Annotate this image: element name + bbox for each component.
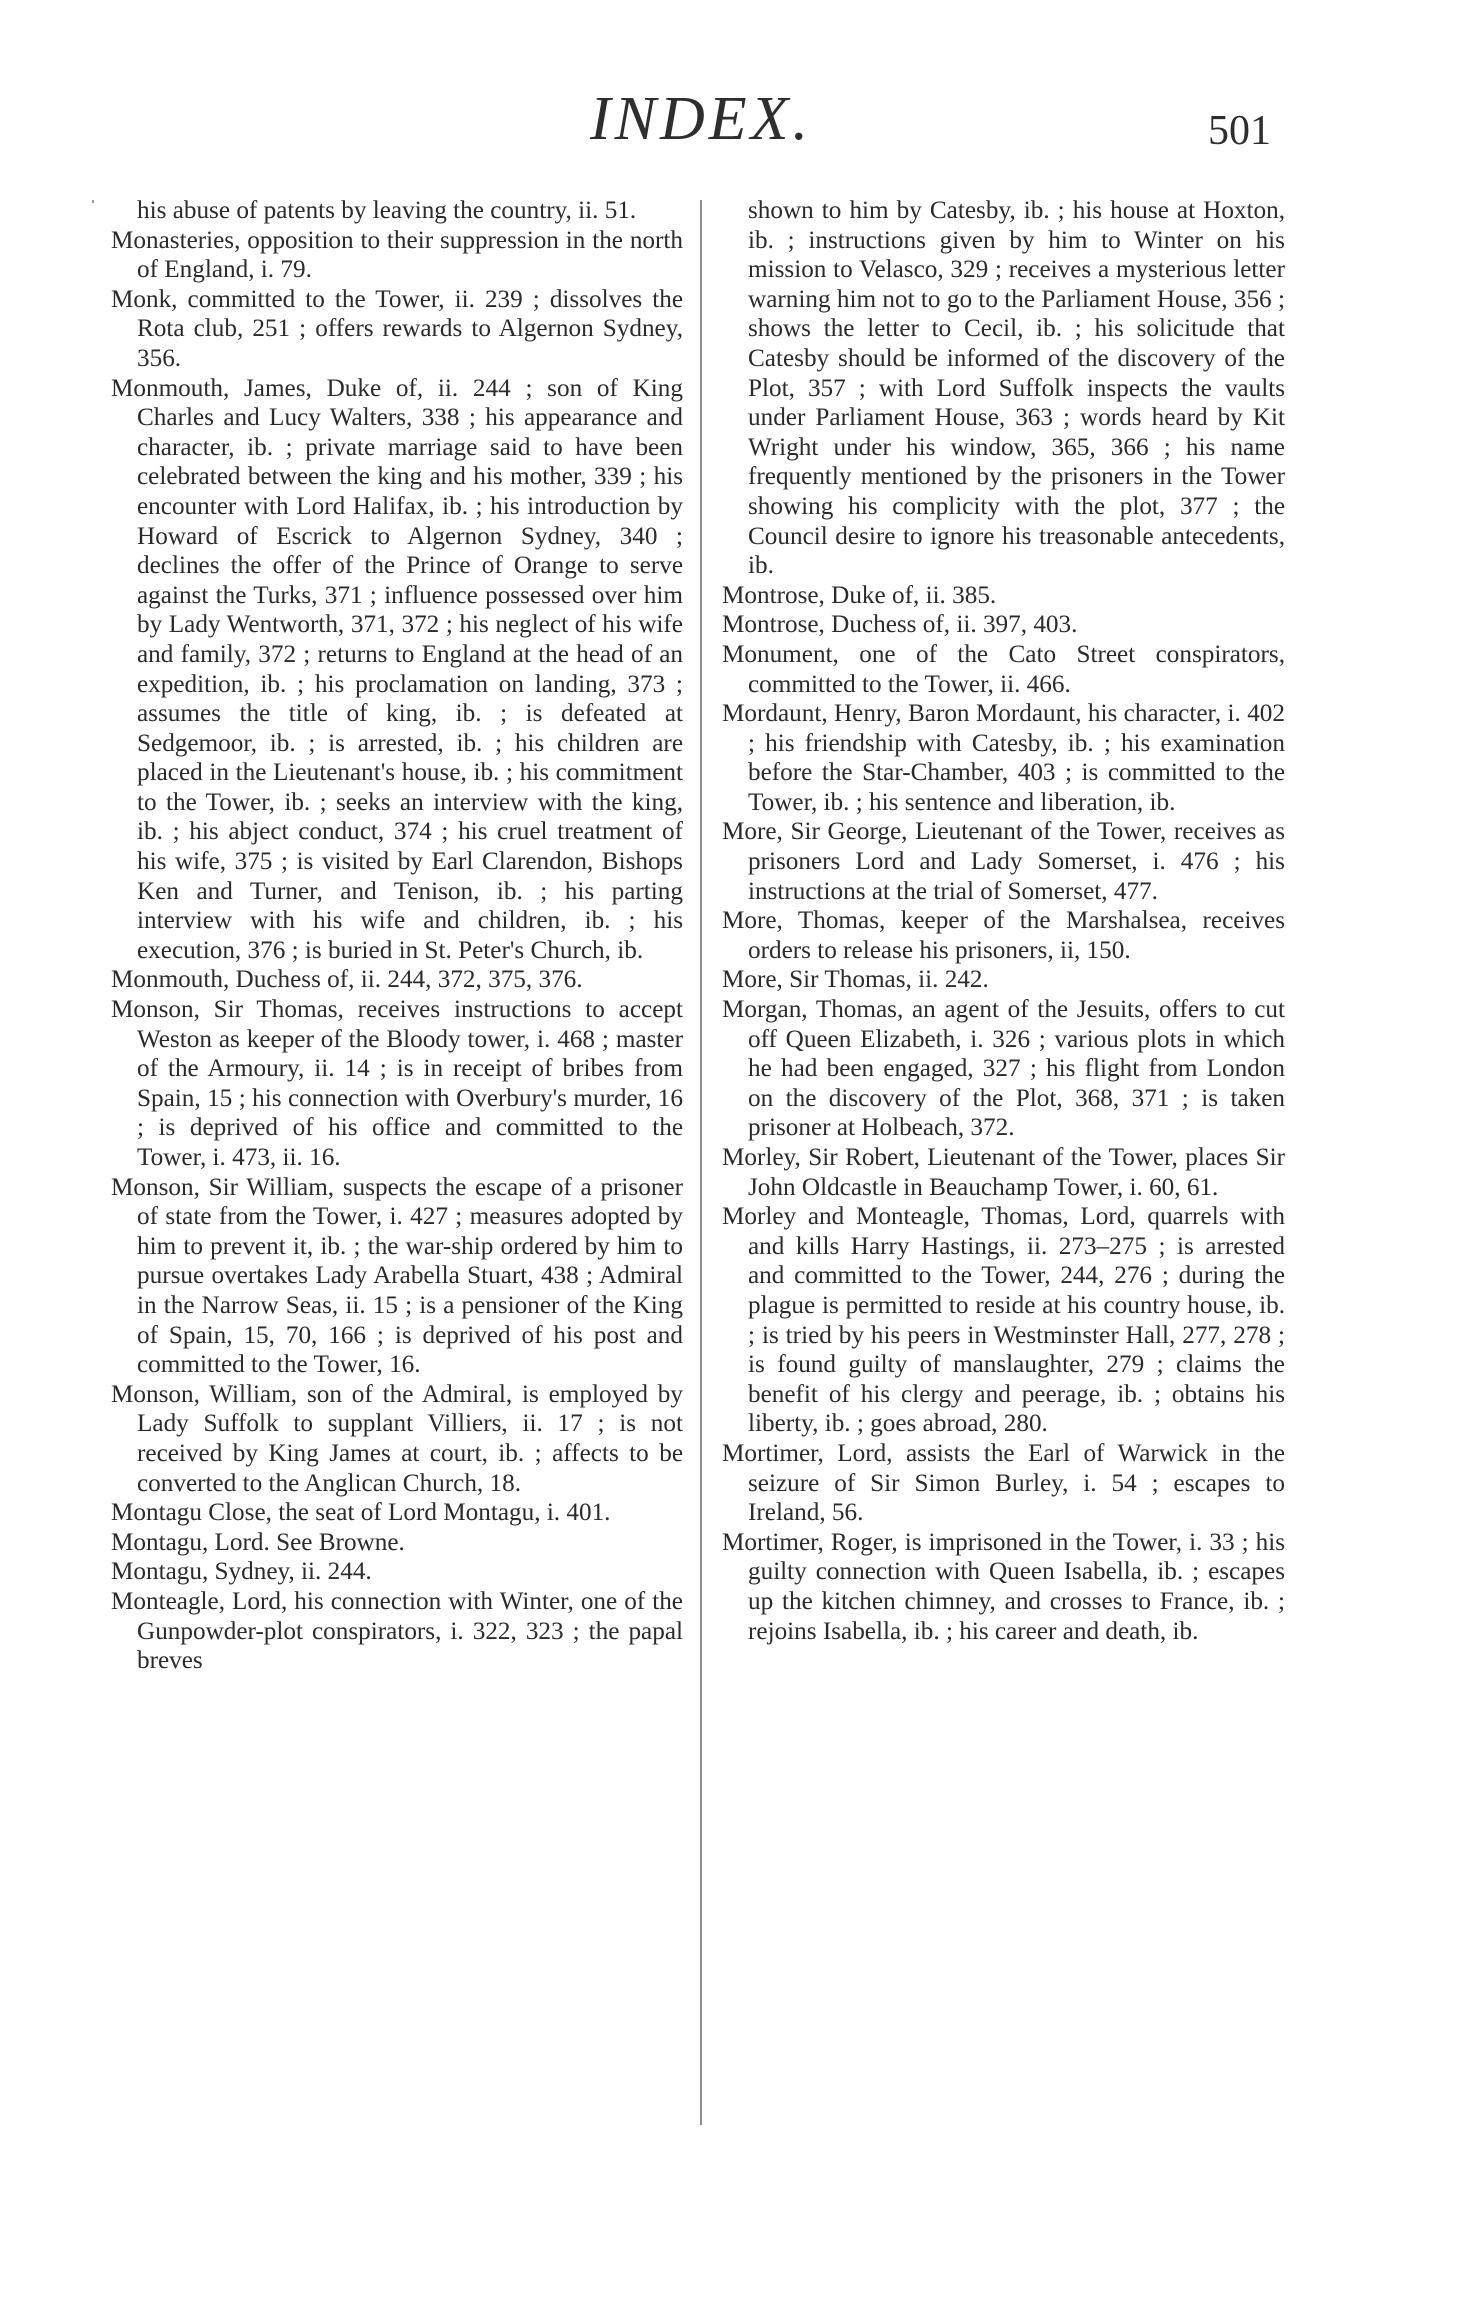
index-entry-continuation: shown to him by Catesby, ib. ; his house at Hoxton, ib. ; instructions given by him to Winter on his mission to Velasco, 329 ; receives a mysterious letter warning him not to go to the Parliament House, 356 ; shows the letter to Cecil, ib. ; his solicitude that Catesby should be informed of the discovery of the Plot, 357 ; with Lord Suffolk inspects the vaults under Parliament House, 363 ; words heard by Kit Wright under his window, 365, 366 ; his name frequently mentioned by the prisoners in the Tower showing his complicity with the plot, 377 ; the Council desire to ignore his treasonable antecedents, ib. xyxy=(748,197,1285,580)
margin-mark xyxy=(92,200,94,203)
index-entry: Mordaunt, Henry, Baron Mordaunt, his character, i. 402 ; his friendship with Catesby, ib. ; his examination before the Star-Chamber, 403 ; is committed to the Tower, ib. ; his sentence and liberation, ib. xyxy=(722,700,1285,816)
index-entry: Monson, William, son of the Admiral, is employed by Lady Suffolk to supplant Villiers, ii. 17 ; is not received by King James at court, ib. ; affects to be converted to the Anglican Church, 18. xyxy=(111,1380,683,1497)
index-entry: Monmouth, James, Duke of, ii. 244 ; son of King Charles and Lucy Walters, 338 ; his appearance and character, ib. ; private marriage said to have been celebrated between the king and his mother, 339 ; his encounter with Lord Halifax, ib. ; his introduction by Howard of Escrick to Algernon Sydney, 340 ; declines the offer of the Prince of Orange to serve against the Turks, 371 ; influence possessed over him by Lady Wentworth, 371, 372 ; his neglect of his wife and family, 372 ; returns to England at the head of an expedition, ib. ; his proclamation on landing, 373 ; assumes the title of king, ib. ; is defeated at Sedgemoor, ib. ; is arrested, ib. ; his children are placed in the Lieutenant's house, ib. ; his commitment to the Tower, ib. ; seeks an interview with the king, ib. ; his abject conduct, 374 ; his cruel treatment of his wife, 375 ; is visited by Earl Clarendon, Bishops Ken and Turner, and Tenison, ib. ; his parting interview with his wife and children, ib. ; his execution, 376 ; is buried in St. Peter's Church, ib. xyxy=(111,374,683,964)
index-entry: More, Sir Thomas, ii. 242. xyxy=(722,966,989,994)
index-column-right xyxy=(722,196,1285,1646)
index-entry: Montrose, Duke of, ii. 385. xyxy=(722,581,997,609)
index-entry: Morgan, Thomas, an agent of the Jesuits, offers to cut off Queen Elizabeth, i. 326 ; various plots in which he had been engaged, 327 ; his flight from London on the discovery of the Plot, 368, 371 ; is taken prisoner at Holbeach, 372. xyxy=(722,996,1285,1142)
index-entry: Monk, committed to the Tower, ii. 239 ; dissolves the Rota club, 251 ; offers rewards to Algernon Sydney, 356. xyxy=(111,285,683,372)
index-entry: Montrose, Duchess of, ii. 397, 403. xyxy=(722,611,1078,639)
index-entry: Morley, Sir Robert, Lieutenant of the Tower, places Sir John Oldcastle in Beauchamp Tower, i. 60, 61. xyxy=(722,1144,1285,1201)
column-divider xyxy=(700,200,702,2125)
index-entry: Monson, Sir Thomas, receives instructions to accept Weston as keeper of the Bloody tower, i. 468 ; master of the Armoury, ii. 14 ; is in receipt of bribes from Spain, 15 ; his connection with Overbury's murder, 16 ; is deprived of his office and committed to the Tower, i. 473, ii. 16. xyxy=(111,996,683,1171)
index-entry: Monmouth, Duchess of, ii. 244, 372, 375, 376. xyxy=(111,966,583,994)
index-entry: Montagu, Lord. See Browne. xyxy=(111,1528,405,1556)
index-entry: Monson, Sir William, suspects the escape of a prisoner of state from the Tower, i. 427 ; measures adopted by him to prevent it, ib. ; the war-ship ordered by him to pursue overtakes Lady Arabella Stuart, 438 ; Admiral in the Narrow Seas, ii. 15 ; is a pensioner of the King of Spain, 15, 70, 166 ; is deprived of his post and committed to the Tower, 16. xyxy=(111,1173,683,1379)
index-entry: More, Thomas, keeper of the Marshalsea, receives orders to release his prisoners, ii, 150. xyxy=(722,907,1285,964)
index-entry: Monasteries, opposition to their suppression in the north of England, i. 79. xyxy=(111,226,683,284)
index-entry: Monteagle, Lord, his connection with Winter, one of the Gunpowder-plot conspirators, i. 322, 323 ; the papal breves xyxy=(111,1587,683,1675)
index-entry: Mortimer, Lord, assists the Earl of Warwick in the seizure of Sir Simon Burley, i. 54 ; escapes to Ireland, 56. xyxy=(722,1439,1285,1527)
index-entry: Montagu Close, the seat of Lord Montagu, i. 401. xyxy=(111,1499,611,1527)
page-number: 501 xyxy=(1208,108,1271,154)
index-entry: Montagu, Sydney, ii. 244. xyxy=(111,1558,372,1586)
index-column-left xyxy=(111,196,683,1676)
running-title: INDEX. xyxy=(590,85,813,153)
index-entry-continuation: his abuse of patents by leaving the country, ii. 51. xyxy=(137,197,637,224)
running-head xyxy=(0,85,1472,168)
index-entry: More, Sir George, Lieutenant of the Tower, receives as prisoners Lord and Lady Somerset, i. 476 ; his instructions at the trial of Somerset, 477. xyxy=(722,818,1285,905)
index-entry: Morley and Monteagle, Thomas, Lord, quarrels with and kills Harry Hastings, ii. 273–275 ; is arrested and committed to the Tower, 244, 276 ; during the plague is permitted to reside at his country house, ib. ; is tried by his peers in Westminster Hall, 277, 278 ; is found guilty of manslaughter, 279 ; claims the benefit of his clergy and peerage, ib. ; obtains his liberty, ib. ; goes abroad, 280. xyxy=(722,1203,1285,1438)
index-entry: Mortimer, Roger, is imprisoned in the Tower, i. 33 ; his guilty connection with Queen Isabella, ib. ; escapes up the kitchen chimney, and crosses to France, ib. ; rejoins Isabella, ib. ; his career and death, ib. xyxy=(722,1528,1285,1645)
index-entry: Monument, one of the Cato Street conspirators, committed to the Tower, ii. 466. xyxy=(722,640,1285,698)
